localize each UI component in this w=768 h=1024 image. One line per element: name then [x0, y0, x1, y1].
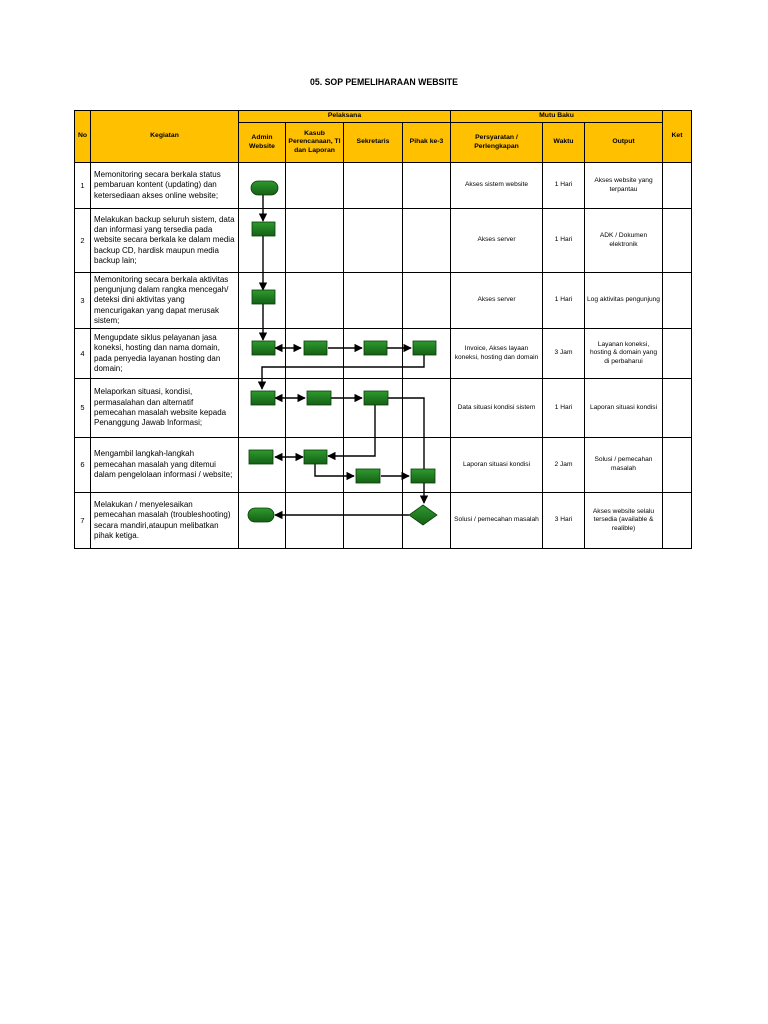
output-text: Akses website yang terpantau	[585, 163, 663, 209]
table-row	[75, 329, 692, 379]
requirement-text: Akses server	[451, 209, 543, 273]
table-row	[75, 163, 692, 209]
header-ket: Ket	[663, 111, 692, 163]
row-number: 4	[75, 329, 91, 379]
header-kasub: Kasub Perencanaan, TI dan Laporan	[286, 123, 344, 163]
table-row	[75, 493, 692, 549]
row-number: 6	[75, 438, 91, 493]
note-cell	[663, 163, 692, 209]
note-cell	[663, 329, 692, 379]
lane-admin-cell	[239, 438, 286, 493]
output-text: ADK / Dokumen elektronik	[585, 209, 663, 273]
time-text: 1 Hari	[543, 273, 585, 329]
lane-sekretaris-cell	[344, 329, 403, 379]
lane-admin-cell	[239, 209, 286, 273]
note-cell	[663, 493, 692, 549]
note-cell	[663, 209, 692, 273]
note-cell	[663, 379, 692, 438]
header-persyaratan: Persyaratan / Perlengkapan	[451, 123, 543, 163]
output-text: Log aktivitas pengunjung	[585, 273, 663, 329]
header-pihak-ke-3: Pihak ke-3	[403, 123, 451, 163]
output-text: Solusi / pemecahan masalah	[585, 438, 663, 493]
activity-text: Melakukan / menyelesaikan pemecahan masalah (troubleshooting) secara mandiri,ataupun melibatkan pihak ketiga.	[91, 493, 239, 549]
lane-admin-cell	[239, 163, 286, 209]
output-text: Laporan situasi kondisi	[585, 379, 663, 438]
row-number: 2	[75, 209, 91, 273]
row-number: 3	[75, 273, 91, 329]
activity-text: Melakukan backup seluruh sistem, data dan informasi yang tersedia pada website secara berkala ke dalam media backup CD, hardisk maupun media backup lain;	[91, 209, 239, 273]
lane-kasub-cell	[286, 493, 344, 549]
lane-pihak-cell	[403, 379, 451, 438]
lane-admin-cell	[239, 273, 286, 329]
lane-sekretaris-cell	[344, 163, 403, 209]
time-text: 3 Hari	[543, 493, 585, 549]
requirement-text: Laporan situasi kondisi	[451, 438, 543, 493]
document-title: 05. SOP PEMELIHARAAN WEBSITE	[310, 77, 458, 88]
activity-text: Mengambil langkah-langkah pemecahan masalah yang ditemui dalam pengelolaan informasi / website;	[91, 438, 239, 493]
time-text: 3 Jam	[543, 329, 585, 379]
requirement-text: Akses sistem website	[451, 163, 543, 209]
requirement-text: Solusi / pemecahan masalah	[451, 493, 543, 549]
header-sekretaris: Sekretaris	[344, 123, 403, 163]
header-output: Output	[585, 123, 663, 163]
row-number: 1	[75, 163, 91, 209]
row-number: 5	[75, 379, 91, 438]
requirement-text: Data situasi kondisi sistem	[451, 379, 543, 438]
table-row	[75, 209, 692, 273]
lane-pihak-cell	[403, 163, 451, 209]
output-text: Akses website selalu tersedia (available & realible)	[585, 493, 663, 549]
header-kegiatan: Kegiatan	[91, 111, 239, 163]
lane-kasub-cell	[286, 329, 344, 379]
lane-sekretaris-cell	[344, 273, 403, 329]
header-waktu: Waktu	[543, 123, 585, 163]
lane-pihak-cell	[403, 209, 451, 273]
lane-kasub-cell	[286, 163, 344, 209]
lane-sekretaris-cell	[344, 493, 403, 549]
time-text: 2 Jam	[543, 438, 585, 493]
note-cell	[663, 438, 692, 493]
time-text: 1 Hari	[543, 379, 585, 438]
header-admin-website: Admin Website	[239, 123, 286, 163]
lane-sekretaris-cell	[344, 438, 403, 493]
output-text: Layanan koneksi, hosting & domain yang di perbaharui	[585, 329, 663, 379]
header-no: No	[75, 111, 91, 163]
activity-text: Mengupdate siklus pelayanan jasa koneksi, hosting dan nama domain, pada penyedia layanan hosting dan domain;	[91, 329, 239, 379]
lane-pihak-cell	[403, 273, 451, 329]
time-text: 1 Hari	[543, 209, 585, 273]
activity-text: Melaporkan situasi, kondisi, permasalahan dan alternatif pemecahan masalah website kepada Penanggung Jawab Informasi;	[91, 379, 239, 438]
lane-kasub-cell	[286, 273, 344, 329]
lane-sekretaris-cell	[344, 209, 403, 273]
row-number: 7	[75, 493, 91, 549]
lane-pihak-cell	[403, 329, 451, 379]
header-pelaksana: Pelaksana	[239, 111, 451, 123]
activity-text: Memonitoring secara berkala status pembaruan kontent (updating) dan ketersediaan akses online website;	[91, 163, 239, 209]
lane-kasub-cell	[286, 209, 344, 273]
lane-admin-cell	[239, 379, 286, 438]
table-row	[75, 379, 692, 438]
lane-pihak-cell	[403, 438, 451, 493]
lane-kasub-cell	[286, 438, 344, 493]
lane-admin-cell	[239, 329, 286, 379]
lane-admin-cell	[239, 493, 286, 549]
table-row	[75, 273, 692, 329]
table-row	[75, 438, 692, 493]
lane-kasub-cell	[286, 379, 344, 438]
activity-text: Memonitoring secara berkala aktivitas pengunjung dalam rangka mencegah/ deteksi dini aktivitas yang mencurigakan yang dapat merusak sistem;	[91, 273, 239, 329]
sop-table	[74, 110, 692, 549]
requirement-text: Invoice, Akses layaan koneksi, hosting dan domain	[451, 329, 543, 379]
time-text: 1 Hari	[543, 163, 585, 209]
header-mutu-baku: Mutu Baku	[451, 111, 663, 123]
lane-pihak-cell	[403, 493, 451, 549]
note-cell	[663, 273, 692, 329]
lane-sekretaris-cell	[344, 379, 403, 438]
requirement-text: Akses server	[451, 273, 543, 329]
